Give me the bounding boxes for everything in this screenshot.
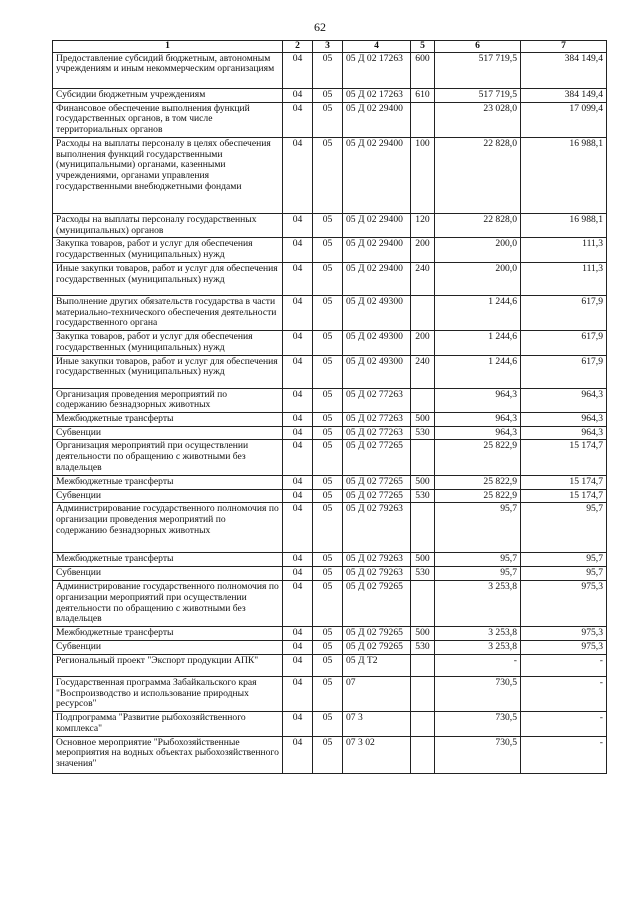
header-cell: 3 [313,41,343,53]
row-subsection-cell: 05 [313,654,343,676]
row-target-code-cell: 05 Д 02 49300 [343,355,411,388]
row-subsection-cell: 05 [313,388,343,412]
row-amount-approved-cell: 22 828,0 [435,137,521,213]
row-amount-executed-cell: 95,7 [521,503,607,553]
row-subsection-cell: 05 [313,137,343,213]
row-amount-executed-cell: 384 149,4 [521,52,607,88]
row-expense-type-cell [411,295,435,330]
row-target-code-cell: 05 Д 02 49300 [343,331,411,355]
row-name-cell: Межбюджетные трансферты [53,475,283,489]
row-target-code-cell: 05 Д 02 77263 [343,413,411,427]
row-amount-executed-cell: 384 149,4 [521,88,607,102]
row-amount-approved-cell: 964,3 [435,426,521,440]
row-amount-executed-cell: 17 099,4 [521,102,607,137]
row-expense-type-cell: 200 [411,238,435,262]
row-amount-approved-cell: 22 828,0 [435,213,521,237]
row-target-code-cell: 05 Д 02 77263 [343,388,411,412]
row-section-cell: 04 [283,355,313,388]
row-amount-executed-cell: - [521,654,607,676]
header-cell: 4 [343,41,411,53]
row-amount-approved-cell: 964,3 [435,388,521,412]
row-expense-type-cell: 240 [411,355,435,388]
row-target-code-cell: 05 Д 02 17263 [343,52,411,88]
row-expense-type-cell: 240 [411,262,435,295]
table-row [53,388,607,412]
row-amount-approved-cell: - [435,654,521,676]
row-amount-executed-cell: 15 174,7 [521,475,607,489]
row-target-code-cell: 05 Д 02 77265 [343,440,411,475]
row-name-cell: Выполнение других обязательств государства в части материально-технического обеспечения деятельности государственного органа [53,295,283,330]
row-amount-executed-cell: 16 988,1 [521,213,607,237]
row-expense-type-cell: 530 [411,567,435,581]
row-subsection-cell: 05 [313,52,343,88]
row-subsection-cell: 05 [313,489,343,503]
row-name-cell: Субвенции [53,426,283,440]
row-target-code-cell: 05 Д 02 79263 [343,553,411,567]
row-target-code-cell: 05 Д 02 29400 [343,262,411,295]
header-cell: 6 [435,41,521,53]
row-target-code-cell: 07 3 [343,712,411,736]
table-row [53,654,607,676]
row-amount-executed-cell: 16 988,1 [521,137,607,213]
row-expense-type-cell: 500 [411,627,435,641]
row-subsection-cell: 05 [313,238,343,262]
row-target-code-cell: 05 Д 02 77263 [343,426,411,440]
row-amount-approved-cell: 95,7 [435,503,521,553]
row-section-cell: 04 [283,102,313,137]
row-name-cell: Субвенции [53,567,283,581]
row-amount-approved-cell: 25 822,9 [435,440,521,475]
row-expense-type-cell [411,102,435,137]
table-row [53,52,607,88]
table-row [53,88,607,102]
row-expense-type-cell: 120 [411,213,435,237]
row-amount-approved-cell: 730,5 [435,736,521,773]
row-target-code-cell: 05 Д 02 29400 [343,238,411,262]
row-name-cell: Расходы на выплаты персоналу в целях обеспечения выполнения функций государственными (муниципальными) органами, казенными учреждениями, органами управления государственными внебюджетными фондами [53,137,283,213]
row-name-cell: Межбюджетные трансферты [53,627,283,641]
row-subsection-cell: 05 [313,627,343,641]
row-expense-type-cell: 500 [411,475,435,489]
row-amount-executed-cell: 15 174,7 [521,489,607,503]
table-row [53,553,607,567]
row-target-code-cell: 05 Д 02 79263 [343,503,411,553]
row-amount-approved-cell: 23 028,0 [435,102,521,137]
row-amount-executed-cell: 617,9 [521,295,607,330]
row-amount-executed-cell: - [521,676,607,711]
row-name-cell: Иные закупки товаров, работ и услуг для обеспечения государственных (муниципальных) нужд [53,262,283,295]
row-name-cell: Закупка товаров, работ и услуг для обеспечения государственных (муниципальных) нужд [53,331,283,355]
row-section-cell: 04 [283,567,313,581]
row-section-cell: 04 [283,137,313,213]
row-subsection-cell: 05 [313,553,343,567]
table-row [53,213,607,237]
row-amount-executed-cell: 111,3 [521,262,607,295]
row-amount-approved-cell: 517 719,5 [435,52,521,88]
row-name-cell: Администрирование государственного полномочия по организации мероприятий при осуществлении деятельности по обращению с животными без владельцев [53,581,283,627]
row-subsection-cell: 05 [313,88,343,102]
row-target-code-cell: 07 3 02 [343,736,411,773]
row-amount-executed-cell: 964,3 [521,388,607,412]
row-target-code-cell: 05 Д 02 29400 [343,213,411,237]
row-target-code-cell: 05 Д 02 49300 [343,295,411,330]
row-target-code-cell: 05 Д Т2 [343,654,411,676]
row-amount-executed-cell: 111,3 [521,238,607,262]
row-name-cell: Предоставление субсидий бюджетным, автономным учреждениям и иным некоммерческим организациям [53,52,283,88]
table-header-row [53,41,607,53]
row-name-cell: Основное мероприятие "Рыбохозяйственные мероприятия на водных объектах рыбохозяйственного значения" [53,736,283,773]
row-subsection-cell: 05 [313,567,343,581]
header-cell: 5 [411,41,435,53]
row-section-cell: 04 [283,654,313,676]
budget-table [52,40,607,774]
row-target-code-cell: 05 Д 02 79263 [343,567,411,581]
row-section-cell: 04 [283,503,313,553]
row-subsection-cell: 05 [313,640,343,654]
row-amount-approved-cell: 95,7 [435,553,521,567]
row-target-code-cell: 05 Д 02 79265 [343,640,411,654]
row-name-cell: Субвенции [53,640,283,654]
row-expense-type-cell [411,440,435,475]
table-row [53,503,607,553]
table-row [53,238,607,262]
row-section-cell: 04 [283,676,313,711]
row-section-cell: 04 [283,712,313,736]
row-subsection-cell: 05 [313,712,343,736]
row-subsection-cell: 05 [313,475,343,489]
row-expense-type-cell: 100 [411,137,435,213]
row-subsection-cell: 05 [313,426,343,440]
row-section-cell: 04 [283,426,313,440]
row-expense-type-cell: 600 [411,52,435,88]
row-subsection-cell: 05 [313,102,343,137]
table-row [53,712,607,736]
row-section-cell: 04 [283,262,313,295]
row-expense-type-cell [411,676,435,711]
row-section-cell: 04 [283,213,313,237]
row-amount-executed-cell: 617,9 [521,331,607,355]
row-expense-type-cell [411,736,435,773]
row-expense-type-cell: 500 [411,553,435,567]
row-expense-type-cell [411,388,435,412]
row-expense-type-cell [411,503,435,553]
row-section-cell: 04 [283,553,313,567]
row-name-cell: Закупка товаров, работ и услуг для обеспечения государственных (муниципальных) нужд [53,238,283,262]
row-amount-approved-cell: 1 244,6 [435,295,521,330]
row-section-cell: 04 [283,627,313,641]
row-section-cell: 04 [283,388,313,412]
row-expense-type-cell: 530 [411,426,435,440]
row-amount-approved-cell: 3 253,8 [435,627,521,641]
header-cell: 2 [283,41,313,53]
row-section-cell: 04 [283,581,313,627]
row-subsection-cell: 05 [313,331,343,355]
row-subsection-cell: 05 [313,736,343,773]
header-cell: 7 [521,41,607,53]
row-section-cell: 04 [283,52,313,88]
row-amount-executed-cell: 975,3 [521,640,607,654]
row-amount-approved-cell: 964,3 [435,413,521,427]
table-row [53,676,607,711]
row-expense-type-cell: 530 [411,489,435,503]
row-amount-approved-cell: 517 719,5 [435,88,521,102]
table-row [53,567,607,581]
row-subsection-cell: 05 [313,676,343,711]
table-row [53,489,607,503]
row-name-cell: Администрирование государственного полномочия по организации проведения мероприятий по содержанию безнадзорных животных [53,503,283,553]
row-section-cell: 04 [283,88,313,102]
row-section-cell: 04 [283,736,313,773]
row-expense-type-cell [411,581,435,627]
row-name-cell: Региональный проект "Экспорт продукции АПК" [53,654,283,676]
row-section-cell: 04 [283,295,313,330]
row-amount-executed-cell: 95,7 [521,567,607,581]
table-row [53,440,607,475]
row-amount-executed-cell: 617,9 [521,355,607,388]
row-amount-approved-cell: 730,5 [435,712,521,736]
row-section-cell: 04 [283,238,313,262]
table-row [53,355,607,388]
row-section-cell: 04 [283,475,313,489]
row-name-cell: Финансовое обеспечение выполнения функций государственных органов, в том числе территориальных органов [53,102,283,137]
table-row [53,640,607,654]
row-expense-type-cell: 530 [411,640,435,654]
row-expense-type-cell: 200 [411,331,435,355]
row-name-cell: Организация мероприятий при осуществлении деятельности по обращению с животными без владельцев [53,440,283,475]
row-section-cell: 04 [283,440,313,475]
row-subsection-cell: 05 [313,262,343,295]
row-subsection-cell: 05 [313,440,343,475]
row-target-code-cell: 05 Д 02 29400 [343,102,411,137]
row-amount-executed-cell: 95,7 [521,553,607,567]
table-row [53,736,607,773]
row-expense-type-cell [411,654,435,676]
row-amount-executed-cell: 964,3 [521,426,607,440]
row-subsection-cell: 05 [313,413,343,427]
row-section-cell: 04 [283,640,313,654]
row-amount-executed-cell: - [521,736,607,773]
row-target-code-cell: 05 Д 02 29400 [343,137,411,213]
row-subsection-cell: 05 [313,581,343,627]
table-row [53,581,607,627]
row-subsection-cell: 05 [313,355,343,388]
row-name-cell: Иные закупки товаров, работ и услуг для обеспечения государственных (муниципальных) нужд [53,355,283,388]
row-amount-approved-cell: 200,0 [435,238,521,262]
row-name-cell: Субсидии бюджетным учреждениям [53,88,283,102]
row-target-code-cell: 05 Д 02 77265 [343,489,411,503]
row-target-code-cell: 05 Д 02 79265 [343,627,411,641]
row-name-cell: Межбюджетные трансферты [53,413,283,427]
table-row [53,102,607,137]
table-row [53,295,607,330]
row-name-cell: Организация проведения мероприятий по содержанию безнадзорных животных [53,388,283,412]
row-section-cell: 04 [283,331,313,355]
row-amount-approved-cell: 95,7 [435,567,521,581]
table-row [53,137,607,213]
row-target-code-cell: 07 [343,676,411,711]
row-subsection-cell: 05 [313,295,343,330]
table-row [53,426,607,440]
row-amount-approved-cell: 730,5 [435,676,521,711]
row-amount-approved-cell: 3 253,8 [435,581,521,627]
row-amount-executed-cell: 975,3 [521,627,607,641]
row-expense-type-cell [411,712,435,736]
row-amount-approved-cell: 3 253,8 [435,640,521,654]
row-target-code-cell: 05 Д 02 79265 [343,581,411,627]
row-expense-type-cell: 500 [411,413,435,427]
table-row [53,262,607,295]
row-amount-approved-cell: 1 244,6 [435,331,521,355]
row-amount-executed-cell: - [521,712,607,736]
row-amount-approved-cell: 25 822,9 [435,489,521,503]
table-row [53,413,607,427]
row-name-cell: Субвенции [53,489,283,503]
row-expense-type-cell: 610 [411,88,435,102]
row-subsection-cell: 05 [313,503,343,553]
row-amount-executed-cell: 975,3 [521,581,607,627]
row-target-code-cell: 05 Д 02 77265 [343,475,411,489]
table-row [53,627,607,641]
page-number: 62 [314,20,326,34]
row-amount-approved-cell: 1 244,6 [435,355,521,388]
row-name-cell: Государственная программа Забайкальского края "Воспроизводство и использование природных ресурсов" [53,676,283,711]
table-row [53,331,607,355]
row-amount-approved-cell: 25 822,9 [435,475,521,489]
row-subsection-cell: 05 [313,213,343,237]
row-name-cell: Межбюджетные трансферты [53,553,283,567]
header-cell: 1 [53,41,283,53]
row-name-cell: Подпрограмма "Развитие рыбохозяйственного комплекса" [53,712,283,736]
row-name-cell: Расходы на выплаты персоналу государственных (муниципальных) органов [53,213,283,237]
table-row [53,475,607,489]
row-section-cell: 04 [283,489,313,503]
row-target-code-cell: 05 Д 02 17263 [343,88,411,102]
row-amount-executed-cell: 15 174,7 [521,440,607,475]
row-amount-approved-cell: 200,0 [435,262,521,295]
row-amount-executed-cell: 964,3 [521,413,607,427]
row-section-cell: 04 [283,413,313,427]
